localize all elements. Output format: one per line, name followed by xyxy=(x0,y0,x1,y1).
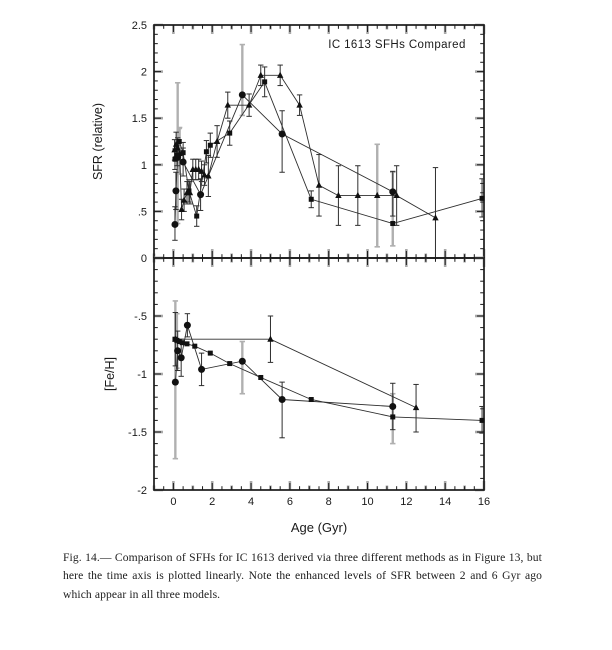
figure-caption: Fig. 14.— Comparison of SFHs for IC 1613 derived via three different methods as in Figure 13, but here the time axis is plotted linearly. Note the enhanced levels of SFR between 2 and 6 Gyr ago which appear in all three models. xyxy=(63,551,542,601)
y-tick-label: 0 xyxy=(140,253,147,265)
x-tick-label: 4 xyxy=(247,496,255,508)
x-tick-label: 8 xyxy=(325,496,332,508)
x-axis-label: Age (Gyr) xyxy=(290,520,348,535)
y-tick-label: 1.5 xyxy=(131,113,147,126)
x-tick-label: 10 xyxy=(361,496,374,508)
y-tick-label: -1.5 xyxy=(128,427,147,439)
y-tick-label: .5 xyxy=(137,206,147,219)
sfr-panel xyxy=(91,20,485,265)
series-square-method xyxy=(172,337,484,423)
series-triangle-method xyxy=(172,336,419,411)
y-axis-label: [Fe/H] xyxy=(103,356,117,392)
series-circle-method xyxy=(172,322,396,410)
y-tick-label: 1 xyxy=(140,159,147,172)
y-tick-label: 2 xyxy=(140,66,147,79)
y-tick-label: -1 xyxy=(137,369,147,381)
y-tick-label: 2.5 xyxy=(131,20,147,32)
feh-panel xyxy=(103,258,490,535)
x-tick-label: 12 xyxy=(400,496,413,508)
x-tick-label: 2 xyxy=(209,496,216,508)
panel-title: IC 1613 SFHs Compared xyxy=(328,39,466,51)
x-tick-label: 0 xyxy=(170,496,177,508)
x-tick-label: 6 xyxy=(286,496,293,508)
y-tick-label: -2 xyxy=(137,485,147,497)
y-tick-label: -.5 xyxy=(134,311,147,323)
y-axis-label: SFR (relative) xyxy=(91,102,105,181)
x-tick-label: 14 xyxy=(439,496,452,508)
x-tick-label: 16 xyxy=(477,496,491,508)
